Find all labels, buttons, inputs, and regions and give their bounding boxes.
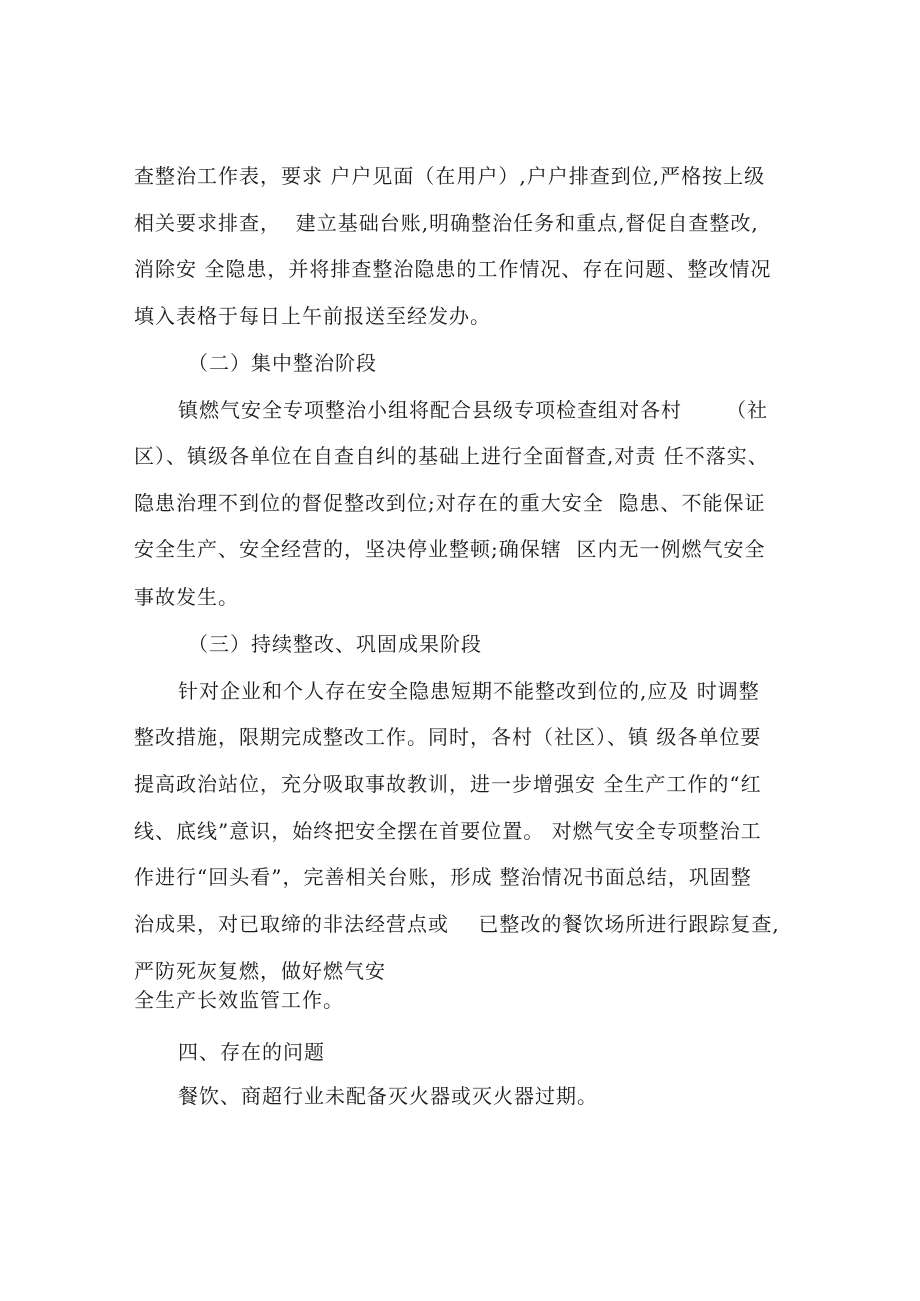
section-heading-3: （三）持续整改、巩固成果阶段 (188, 632, 482, 656)
paragraph-4: 餐饮、商超行业未配备灭火器或灭火器过期。 (178, 1084, 598, 1108)
paragraph-2-line: 事故发生。 (134, 585, 239, 609)
paragraph-1-line: 相关要求排查， 建立基础台账,明确整治任务和重点,督促自查整改, (134, 211, 759, 235)
paragraph-3-line: 线、底线”意识，始终把安全摆在首要位置。 对燃气安全专项整治工 (134, 819, 762, 843)
paragraph-3-line: 提高政治站位，充分吸取事故教训，进一步增强安 全生产工作的“红 (134, 772, 762, 796)
paragraph-1-line: 消除安 全隐患，并将排查整治隐患的工作情况、存在问题、整改情况 (134, 257, 772, 281)
paragraph-2-line: 区）、镇级各单位在自查自纠的基础上进行全面督查,对责 任不落实、 (134, 444, 769, 468)
paragraph-1-line: 填入表格于每日上午前报送至经发办。 (134, 304, 491, 328)
paragraph-3-line: 严防死灰复燃，做好燃气安 (134, 959, 386, 983)
paragraph-3-line: 全生产长效监管工作。 (134, 988, 344, 1012)
section-heading-2: （二）集中整治阶段 (188, 351, 377, 375)
paragraph-2-line: 隐患治理不到位的督促整改到位;对存在的重大安全 隐患、不能保证 (134, 491, 766, 515)
paragraph-3-line: 治成果，对已取缔的非法经营点或 已整改的餐饮场所进行跟踪复查, (134, 912, 780, 936)
paragraph-3-line: 整改措施，限期完成整改工作。同时，各村（社区）、镇 级各单位要 (134, 725, 762, 749)
paragraph-3-line: 作进行“回头看”，完善相关台账，形成 整治情况书面总结，巩固整 (134, 865, 752, 889)
section-title-4: 四、存在的问题 (178, 1040, 325, 1064)
paragraph-3-line: 针对企业和个人存在安全隐患短期不能整改到位的,应及 时调整 (178, 679, 760, 703)
paragraph-2-line: 安全生产、安全经营的，坚决停业整顿;确保辖 区内无一例燃气安全 (134, 537, 766, 561)
paragraph-2-line: 镇燃气安全专项整治小组将配合县级专项检查组对各村 （社 (178, 398, 769, 422)
paragraph-1-line: 查整治工作表，要求 户户见面（在用户）,户户排查到位,严格按上级 (134, 164, 766, 188)
